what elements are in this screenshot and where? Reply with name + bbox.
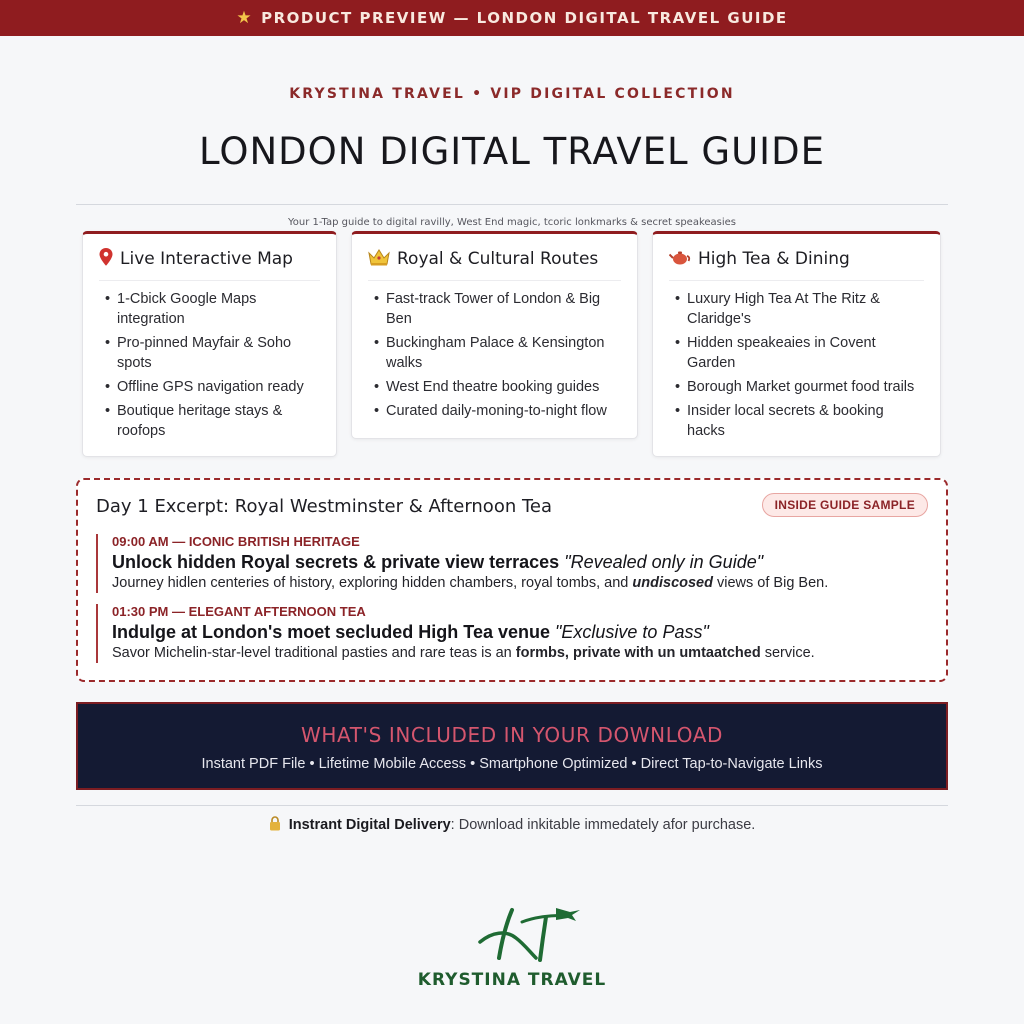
list-item: • Luxury High Tea At The Ritz & Claridge's	[669, 289, 924, 329]
card-title: Live Interactive Map	[99, 248, 320, 281]
top-banner	[0, 0, 1024, 36]
page-title: LONDON DIGITAL TRAVEL GUIDE	[199, 130, 825, 173]
sparkle-star-icon: ★	[236, 8, 254, 28]
divider	[76, 204, 948, 205]
brand-name: KRYSTINA TRAVEL	[417, 970, 607, 990]
itinerary-item	[96, 534, 932, 593]
card-title: Royal & Cultural Routes	[368, 248, 621, 281]
list-item: • 1-Cbick Google Maps integration	[99, 289, 320, 329]
collection-kicker: KRYSTINA TRAVEL • VIP DIGITAL COLLECTION	[289, 86, 735, 102]
list-item: • West End theatre booking guides	[368, 377, 621, 397]
itinerary-item	[96, 604, 932, 663]
excerpt-title: Day 1 Excerpt: Royal Westminster & Afternoon Tea	[96, 496, 553, 517]
itinerary-time: 01:30 PM — ELEGANT AFTERNOON TEA	[112, 604, 366, 619]
download-heading: WHAT'S INCLUDED IN YOUR DOWNLOAD	[300, 723, 724, 747]
list-item: • Hidden speakeaies in Covent Garden	[669, 333, 924, 373]
download-features: Instant PDF File • Lifetime Mobile Access • Smartphone Optimized • Direct Tap-to-Navigate Links	[201, 756, 823, 772]
itinerary-description: Journey hidlen centeries of history, exploring hidden chambers, royal tombs, and undiscosed views of Big Ben.	[112, 575, 829, 591]
map-pin-icon	[99, 248, 113, 270]
divider	[76, 805, 948, 806]
list-item: • Buckingham Palace & Kensington walks	[368, 333, 621, 373]
itinerary-headline: Indulge at London's moet secluded High Tea venue "Exclusive to Pass"	[112, 622, 709, 642]
list-item: • Pro-pinned Mayfair & Soho spots	[99, 333, 320, 373]
itinerary-time: 09:00 AM — ICONIC BRITISH HERITAGE	[112, 534, 360, 549]
card-title: High Tea & Dining	[669, 248, 924, 281]
delivery-text: : Download inkitable immedately afor purchase.	[450, 817, 756, 833]
list-item: • Curated daily-moning-to-night flow	[368, 401, 621, 421]
delivery-note	[0, 816, 1024, 833]
list-item: • Offline GPS navigation ready	[99, 377, 320, 397]
itinerary-headline: Unlock hidden Royal secrets & private view terraces "Revealed only in Guide"	[112, 552, 764, 572]
itinerary-description: Savor Michelin-star-level traditional pasties and rare teas is an formbs, private with un umtaatched service.	[112, 645, 815, 661]
list-item: • Insider local secrets & booking hacks	[669, 401, 924, 441]
list-item: • Boutique heritage stays & roofops	[99, 401, 320, 441]
day-excerpt	[76, 478, 948, 682]
feature-card-map	[82, 231, 337, 457]
tagline: Your 1-Tap guide to digital ravilly, West End magic, tcoric lonkmarks & secret speakeasies	[287, 217, 737, 228]
delivery-label: Instrant Digital Delivery	[288, 817, 451, 833]
crown-icon	[368, 248, 390, 270]
feature-card-routes	[351, 231, 638, 439]
download-included-box	[76, 702, 948, 790]
feature-card-dining	[652, 231, 941, 457]
list-item: • Fast-track Tower of London & Big Ben	[368, 289, 621, 329]
lock-icon	[269, 817, 285, 833]
teapot-icon	[669, 248, 691, 270]
sample-badge: INSIDE GUIDE SAMPLE	[762, 493, 928, 517]
krystina-travel-logo	[472, 902, 592, 966]
list-item: • Borough Market gourmet food trails	[669, 377, 924, 397]
banner-text: PRODUCT PREVIEW — LONDON DIGITAL TRAVEL GUIDE	[261, 9, 788, 27]
